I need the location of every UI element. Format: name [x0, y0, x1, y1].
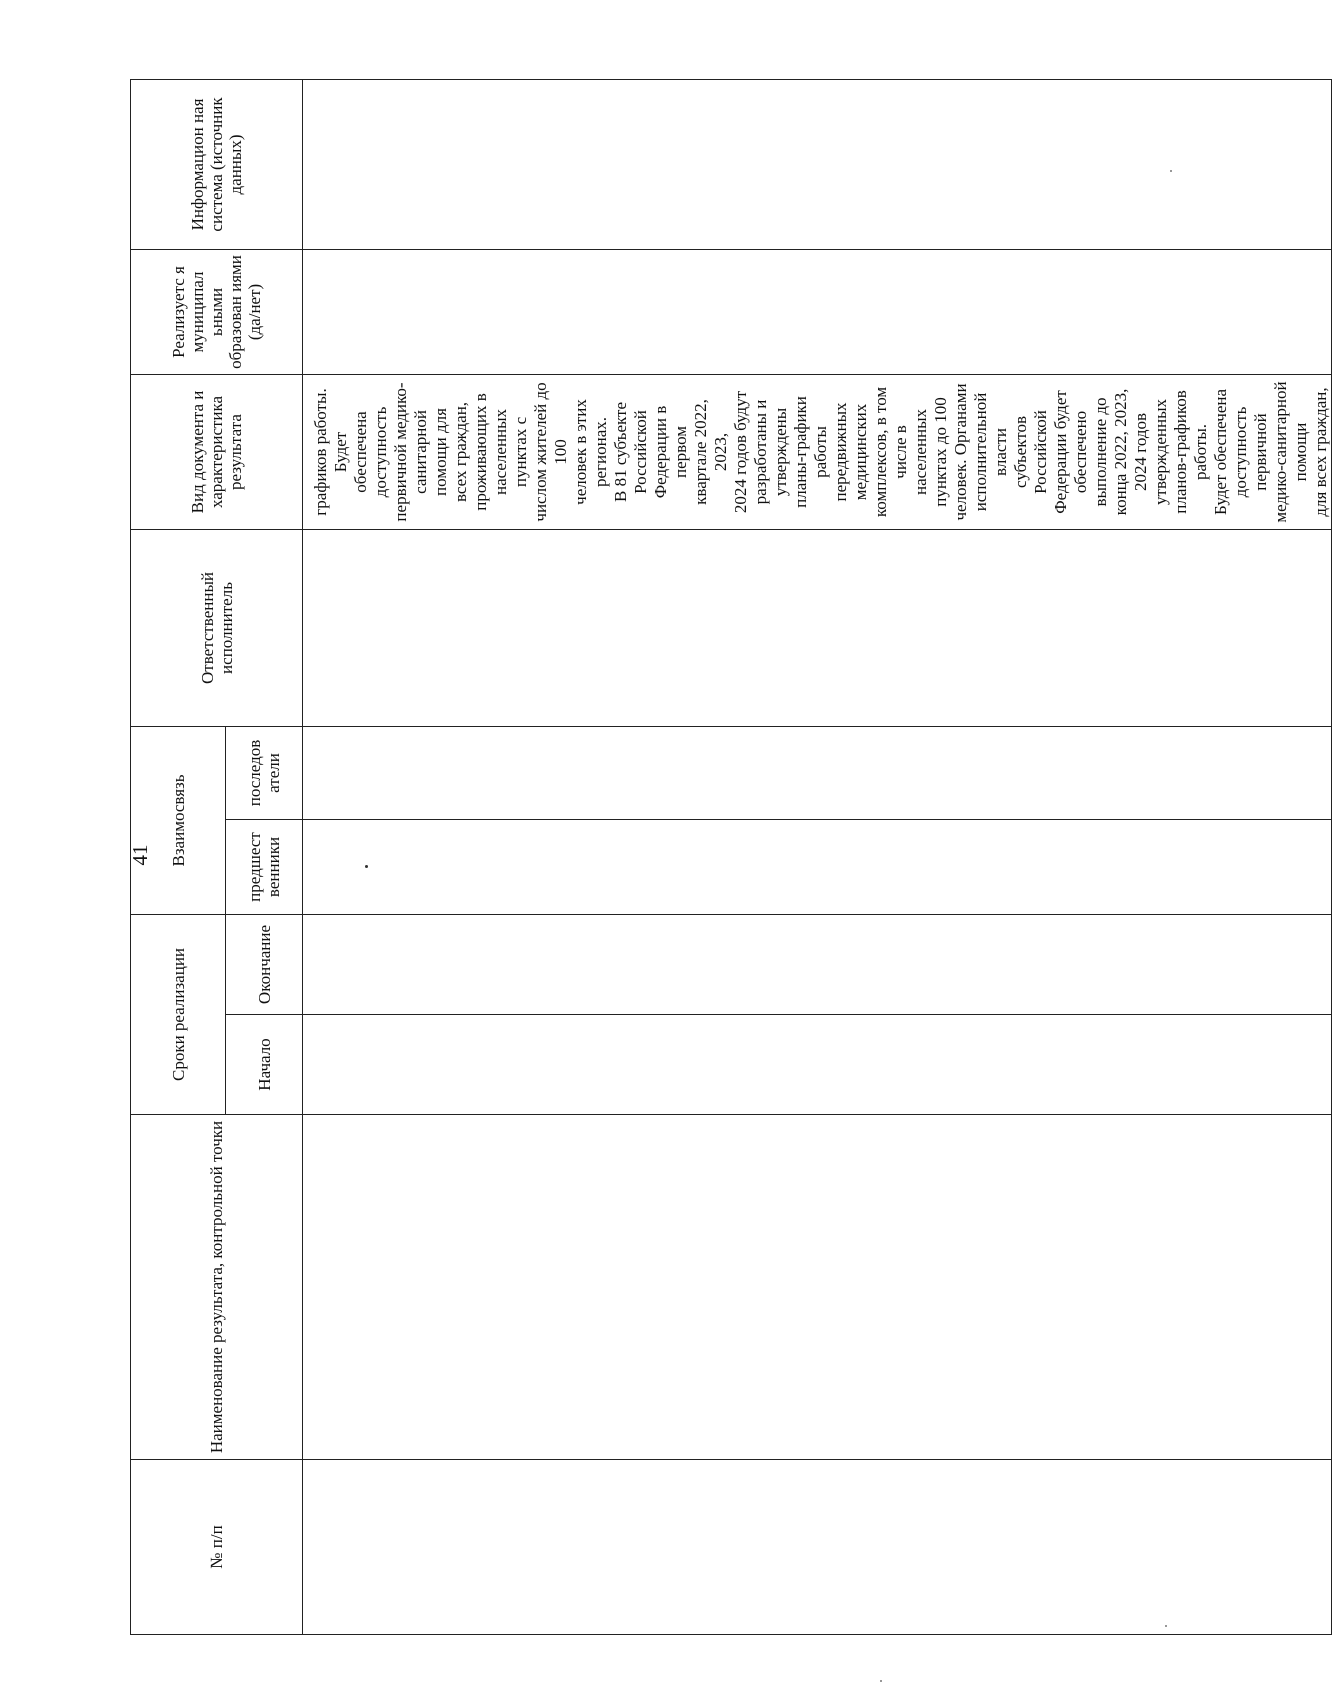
header-terms: Сроки реализации [131, 915, 226, 1115]
header-info-system: Информацион ная система (источник данных) [131, 79, 303, 249]
header-municipal: Реализуетс я муниципал ьными образован иями (да/нет) [131, 249, 303, 374]
header-name: Наименование результата, контрольной точки [131, 1115, 303, 1460]
cell-predecessors [303, 820, 1332, 915]
header-successors: последов атели [226, 726, 303, 819]
header-predecessors: предшест венники [226, 820, 303, 915]
results-table [130, 79, 1332, 1635]
cell-responsible [303, 529, 1332, 726]
header-end: Окончание [226, 915, 303, 1015]
cell-num [303, 1460, 1332, 1635]
cell-municipal [303, 249, 1332, 374]
header-doc-type: Вид документа и характеристика результата [131, 374, 303, 529]
cell-end [303, 915, 1332, 1015]
table-row [303, 79, 1332, 1634]
cell-name [303, 1115, 1332, 1460]
header-start: Начало [226, 1015, 303, 1115]
scan-speck [880, 1680, 882, 1682]
header-relation: Взаимосвязь [131, 726, 226, 914]
cell-info-system [303, 79, 1332, 249]
scan-speck [1170, 170, 1172, 172]
scan-speck [365, 866, 368, 869]
cell-doc-text: графиков работы. Будет обеспечена доступность первичной медико- санитарной помощи для всех граждан, проживающих в населенных пунктах с числом жителей до 100 человек в этих регионах. В 81 субъекте Российской Федерации в первом квартале 2022, 2023, 2024 годов будут разработаны и утверждены планы-графики работы передвижных медицинских комплексов, в том числе в населенных пунктах до 100 человек. Органами исполнительной власти субъектов Российской Федерации будет обеспечено выполнение до конца 2022, 2023, 2024 годов утвержденных планов-графиков работы. Будет обеспечена доступность первичной медико-санитарной помощи для всех граждан, [303, 374, 1332, 529]
cell-successors [303, 726, 1332, 819]
header-responsible: Ответственный исполнитель [131, 529, 303, 726]
scan-speck [1165, 1625, 1167, 1627]
rotated-table-container [130, 80, 1330, 1635]
header-num: № п/п [131, 1460, 303, 1635]
cell-start [303, 1015, 1332, 1115]
page-number: 41 [128, 844, 152, 866]
